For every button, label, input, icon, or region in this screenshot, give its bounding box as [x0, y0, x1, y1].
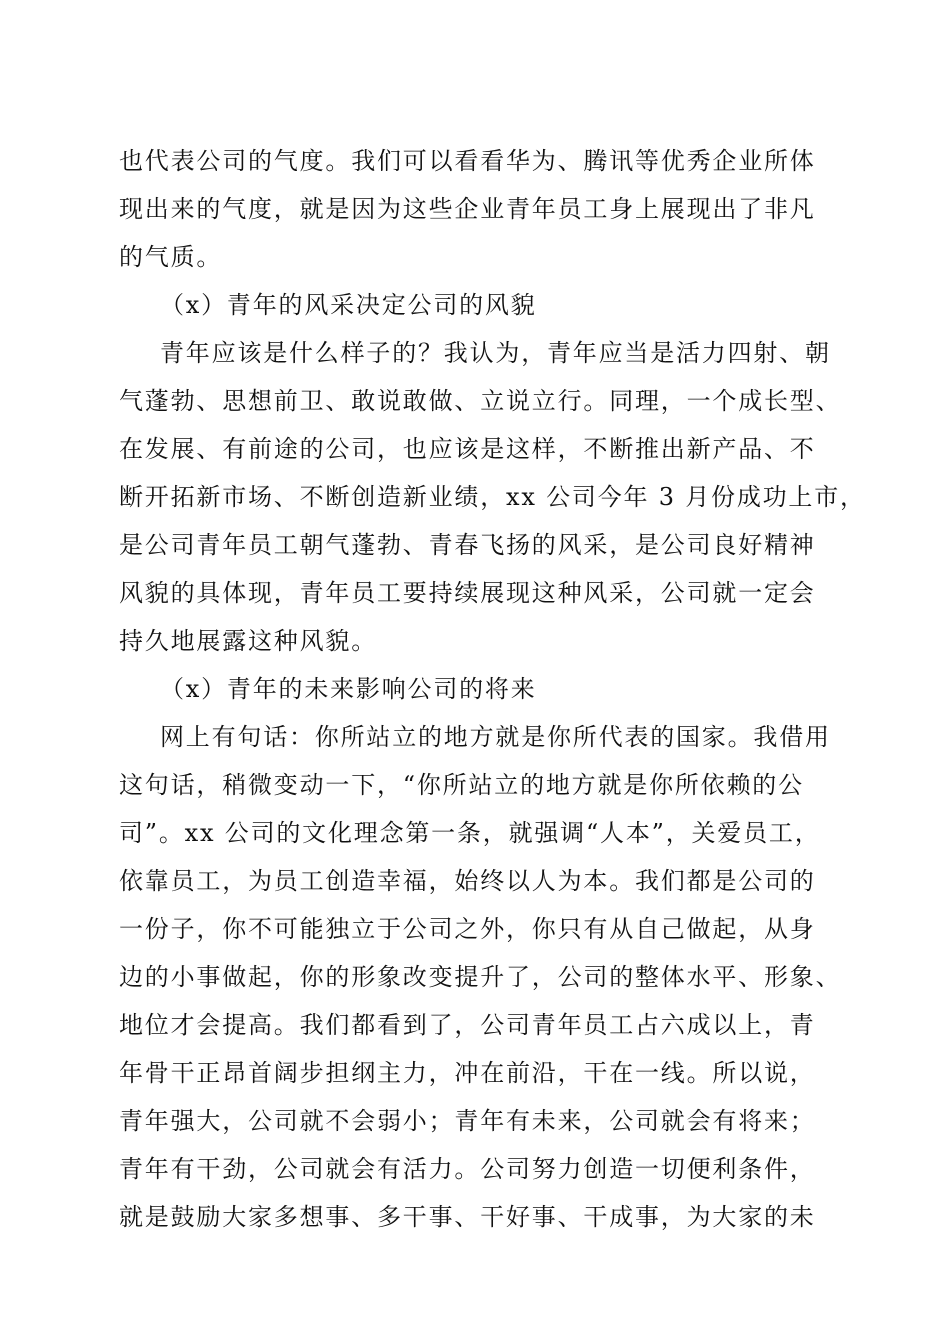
text-line: 气蓬勃、思想前卫、敢说敢做、立说立行。同理，一个成长型、 [119, 387, 842, 415]
text-line: 青年应该是什么样子的？我认为，青年应当是活力四射、朝 [160, 339, 831, 367]
text-line: 网上有句话：你所站立的地方就是你所代表的国家。我借用 [160, 723, 831, 751]
text-line: 风貌的具体现，青年员工要持续展现这种风采，公司就一定会 [119, 579, 816, 607]
text-line: 现出来的气度，就是因为这些企业青年员工身上展现出了非凡 [119, 195, 816, 223]
text-line: 依靠员工，为员工创造幸福，始终以人为本。我们都是公司的 [119, 867, 816, 895]
text-line: 青年强大，公司就不会弱小；青年有未来，公司就会有将来； [119, 1107, 816, 1135]
text-line: 就是鼓励大家多想事、多干事、干好事、干成事，为大家的未 [119, 1203, 816, 1231]
section-heading: （x）青年的未来影响公司的将来 [160, 675, 537, 703]
text-line: 青年有干劲，公司就会有活力。公司努力创造一切便利条件， [119, 1155, 816, 1183]
text-line: 这句话，稍微变动一下，“你所站立的地方就是你所依赖的公 [119, 771, 804, 799]
text-line: 边的小事做起，你的形象改变提升了，公司的整体水平、形象、 [119, 963, 842, 991]
text-line: 持久地展露这种风貌。 [119, 627, 377, 655]
text-line: 在发展、有前途的公司，也应该是这样，不断推出新产品、不 [119, 435, 816, 463]
text-line: 年骨干正昂首阔步担纲主力，冲在前沿，干在一线。所以说， [119, 1059, 816, 1087]
text-line: 是公司青年员工朝气蓬勃、青春飞扬的风采，是公司良好精神 [119, 531, 816, 559]
text-line: 司”。xx 公司的文化理念第一条，就强调“人本”，关爱员工， [119, 819, 821, 847]
text-line: 的气质。 [119, 243, 223, 271]
text-line: 也代表公司的气度。我们可以看看华为、腾讯等优秀企业所体 [119, 147, 816, 175]
text-line: 一份子，你不可能独立于公司之外，你只有从自己做起，从身 [119, 915, 816, 943]
text-line: 地位才会提高。我们都看到了，公司青年员工占六成以上，青 [119, 1011, 816, 1039]
text-line: 断开拓新市场、不断创造新业绩，xx 公司今年 3 月份成功上市， [119, 483, 866, 511]
section-heading: （x）青年的风采决定公司的风貌 [160, 291, 537, 319]
